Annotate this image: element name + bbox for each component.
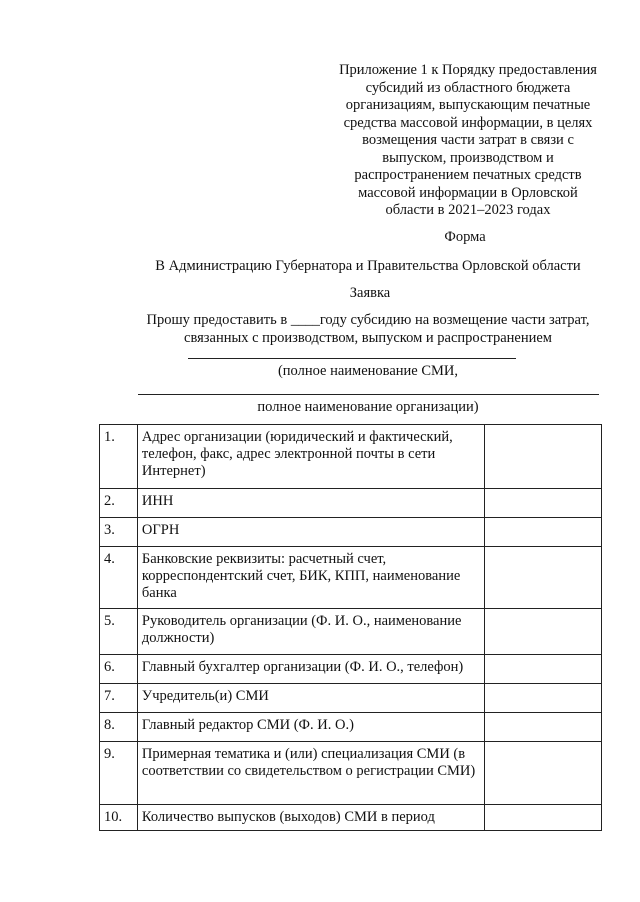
row-value-cell — [484, 609, 601, 655]
table-row — [100, 425, 602, 489]
row-number: 6. — [100, 655, 138, 684]
org-name-blank-line — [138, 394, 599, 395]
row-value-cell — [484, 684, 601, 713]
appendix-line: области в 2021–2023 годах — [385, 202, 551, 218]
row-label: Банковские реквизиты: расчетный счет, корреспондентский счет, БИК, КПП, наименование банка — [137, 547, 484, 609]
table-row — [100, 684, 602, 713]
row-label: Количество выпусков (выходов) СМИ в период — [137, 805, 484, 831]
row-value-cell — [484, 805, 601, 831]
row-number: 10. — [100, 805, 138, 831]
row-label: ИНН — [137, 489, 484, 518]
appendix-line: организациям, выпускающим печатные — [345, 97, 591, 113]
row-value-cell — [484, 713, 601, 742]
appendix-line: массовой информации в Орловской — [358, 184, 578, 201]
table-row — [100, 518, 602, 547]
smi-name-caption: (полное наименование СМИ, — [277, 363, 459, 379]
row-number: 1. — [100, 425, 138, 489]
appendix-line: возмещения части затрат в связи с — [362, 132, 574, 148]
row-number: 9. — [100, 742, 138, 805]
row-value-cell — [484, 518, 601, 547]
request-text-line-1: Прошу предоставить в ____году субсидию на возмещение части затрат, — [146, 312, 590, 328]
table-row — [100, 489, 602, 518]
row-label: Руководитель организации (Ф. И. О., наименование должности) — [137, 609, 484, 655]
addressee: В Администрацию Губернатора и Правительства Орловской области — [155, 258, 581, 274]
appendix-line: выпуском, производством и — [382, 149, 554, 166]
row-label: Учредитель(и) СМИ — [137, 684, 484, 713]
requisites-table — [99, 424, 602, 831]
row-value-cell — [484, 742, 601, 805]
row-value-cell — [484, 489, 601, 518]
table-row — [100, 655, 602, 684]
row-label: ОГРН — [137, 518, 484, 547]
row-number: 2. — [100, 489, 138, 518]
table-row — [100, 713, 602, 742]
row-number: 5. — [100, 609, 138, 655]
row-value-cell — [484, 425, 601, 489]
row-number: 8. — [100, 713, 138, 742]
table-row — [100, 742, 602, 805]
row-number: 4. — [100, 547, 138, 609]
appendix-line: субсидий из областного бюджета — [365, 79, 571, 96]
appendix-line: средства массовой информации, в целях — [343, 114, 593, 131]
row-label: Адрес организации (юридический и фактический, телефон, факс, адрес электронной почты в сети Интернет) — [137, 425, 484, 489]
request-text-line-2: связанных с производством, выпуском и распространением — [184, 330, 552, 346]
appendix-line: распространением печатных средств — [354, 167, 582, 183]
appendix-line: Приложение 1 к Порядку предоставления — [339, 62, 597, 78]
appendix-note — [322, 62, 614, 220]
row-number: 7. — [100, 684, 138, 713]
org-name-caption: полное наименование организации) — [257, 399, 479, 415]
smi-name-blank-line — [188, 358, 516, 359]
table-row — [100, 547, 602, 609]
row-label: Главный редактор СМИ (Ф. И. О.) — [137, 713, 484, 742]
row-value-cell — [484, 547, 601, 609]
table-row — [100, 805, 602, 831]
row-label: Главный бухгалтер организации (Ф. И. О., телефон) — [137, 655, 484, 684]
document-title: Заявка — [349, 285, 391, 301]
row-label: Примерная тематика и (или) специализация СМИ (в соответствии со свидетельством о регистрации СМИ) — [137, 742, 484, 805]
row-number: 3. — [100, 518, 138, 547]
row-value-cell — [484, 655, 601, 684]
table-row — [100, 609, 602, 655]
form-label: Форма — [444, 229, 486, 245]
